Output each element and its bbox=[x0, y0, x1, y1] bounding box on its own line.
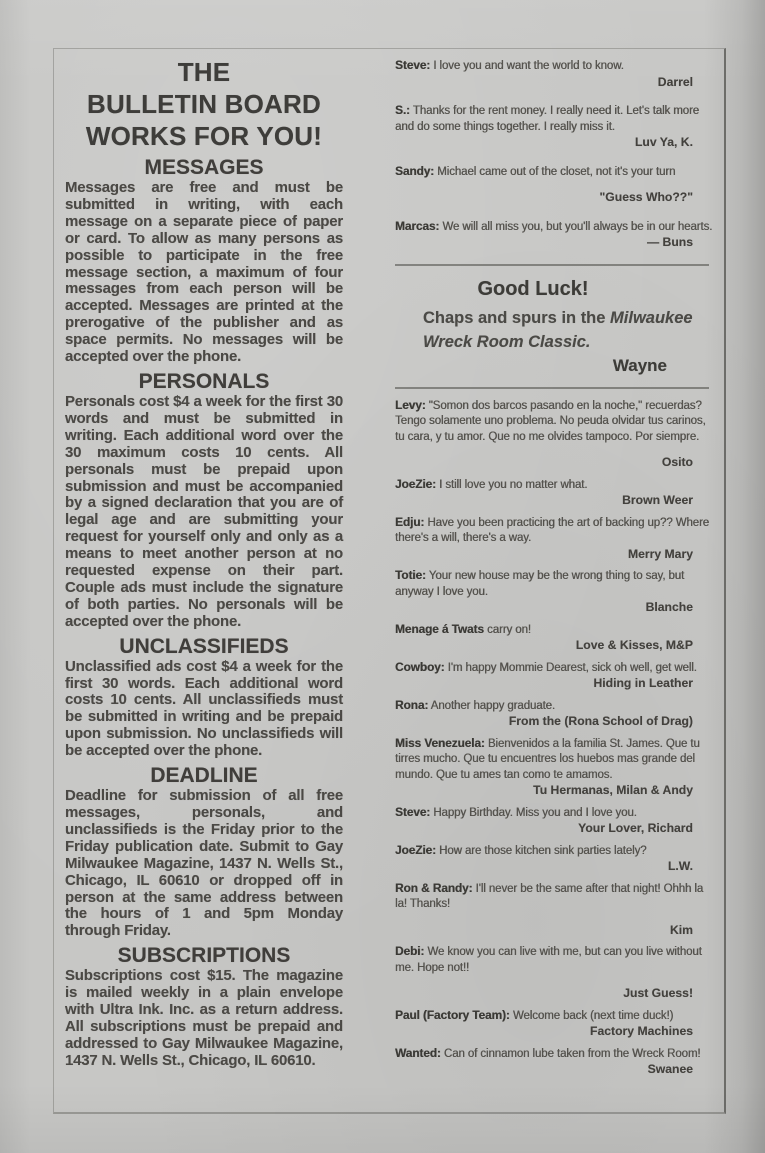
message-s-rent bbox=[395, 103, 713, 151]
section-heading-personals: PERSONALS bbox=[138, 369, 270, 393]
good-luck-event-name: Milwaukee Wreck Room Classic. bbox=[423, 308, 693, 351]
message-signature: Just Guess! bbox=[623, 986, 693, 1000]
message-signature: Luv Ya, K. bbox=[634, 135, 693, 149]
message-signature: Hiding in Leather bbox=[593, 676, 693, 690]
message-addressee: Levy: bbox=[395, 397, 426, 412]
message-addressee: Wanted: bbox=[395, 1045, 441, 1060]
message-text: Thanks for the rent money. I really need it. Let's talk more and do some things together. I really miss it. bbox=[395, 105, 699, 133]
message-addressee: Debi: bbox=[395, 944, 425, 958]
message-text: I'm happy Mommie Dearest, sick oh well, get well. bbox=[447, 661, 697, 674]
message-text: I'll never be the same after that night! Ohhh la la! Thanks! bbox=[395, 882, 704, 910]
message-text: I love you and want the world to know. bbox=[433, 60, 624, 72]
message-text: carry on! bbox=[487, 623, 531, 636]
divider-rule-bottom bbox=[395, 387, 709, 389]
message-cowboy-get-well bbox=[395, 660, 713, 692]
message-miss-venezuela bbox=[395, 736, 713, 799]
message-signature: Factory Machines bbox=[590, 1024, 693, 1038]
message-steve-birthday bbox=[395, 805, 713, 837]
message-addressee: Totie: bbox=[395, 568, 426, 582]
section-heading-subscriptions: SUBSCRIPTIONS bbox=[117, 944, 291, 968]
message-steve-darrel bbox=[395, 58, 713, 90]
message-text: Can of cinnamon lube taken from the Wreck Room! bbox=[443, 1047, 701, 1060]
message-signature: Kim bbox=[669, 922, 693, 937]
good-luck-signature: Wayne bbox=[612, 355, 667, 375]
page-title-line: WORKS FOR YOU! bbox=[85, 121, 323, 151]
message-signature: Merry Mary bbox=[627, 546, 693, 561]
section-body-messages: Messages are free and must be submitted in writing, with each message on a separate piece of paper or card. To allow as many persons as possible to participate in the free message section, a maximum of four messages from each person will be accepted. Messages are printed at the prerogative of the publisher and as space permits. No messages will be accepted over the phone. bbox=[65, 179, 343, 366]
message-text: Michael came out of the closet, not it's your turn bbox=[437, 165, 676, 178]
message-text: We will all miss you, but you'll always be in our hearts. bbox=[442, 220, 713, 233]
message-edju-backing-up bbox=[395, 515, 713, 563]
message-text: Your new house may be the wrong thing to say, but anyway I love you. bbox=[395, 570, 685, 598]
message-totie-new-house bbox=[395, 568, 713, 616]
message-joezie-kitchen-sink bbox=[395, 843, 713, 875]
message-signature: Blanche bbox=[645, 600, 693, 614]
message-ron-randy-night bbox=[395, 881, 713, 939]
message-text: Bienvenidos a la familia St. James. Que tu tirres mucho. Que tu encuentres los huebos mas grande del mundo. Que tu ames tan como te amamos. bbox=[395, 737, 700, 781]
page-title bbox=[65, 56, 343, 152]
message-rona-graduate bbox=[395, 698, 713, 730]
message-addressee: Sandy: bbox=[395, 163, 435, 178]
message-signature: Love & Kisses, M&P bbox=[575, 638, 693, 652]
message-levy-osito bbox=[395, 398, 713, 471]
message-addressee: Ron & Randy: bbox=[395, 880, 473, 895]
message-text: Have you been practicing the art of backing up?? Where there's a will, there's a way. bbox=[395, 516, 709, 544]
message-signature: Your Lover, Richard bbox=[578, 821, 693, 835]
message-paul-factory-team bbox=[395, 1008, 713, 1040]
message-addressee: Marcas: bbox=[395, 218, 440, 233]
message-signature: Swanee bbox=[647, 1062, 693, 1076]
message-addressee: Miss Venezuela: bbox=[395, 735, 485, 750]
message-addressee: Steve: bbox=[395, 804, 431, 819]
message-addressee: Paul (Factory Team): bbox=[395, 1007, 510, 1022]
message-addressee: Rona: bbox=[395, 697, 429, 712]
message-addressee: JoeZie: bbox=[395, 476, 436, 491]
messages-column bbox=[395, 58, 713, 1084]
good-luck-text: Chaps and spurs in the bbox=[423, 308, 611, 327]
message-menage-carry-on bbox=[395, 622, 713, 654]
message-text: We know you can live with me, but can you live without me. Hope not!! bbox=[395, 946, 702, 974]
message-addressee: Cowboy: bbox=[395, 659, 445, 674]
message-wanted-cinnamon-lube bbox=[395, 1046, 713, 1078]
message-signature: L.W. bbox=[667, 859, 693, 873]
bulletin-board-info-column bbox=[65, 56, 343, 1070]
section-heading-unclassifieds: UNCLASSIFIEDS bbox=[119, 634, 289, 658]
message-signature: Brown Weer bbox=[622, 493, 693, 507]
section-heading-deadline: DEADLINE bbox=[150, 764, 258, 788]
section-body-personals: Personals cost $4 a week for the first 30 words and must be submitted in writing. Each additional word over the 30 maximum costs 10 cents. All personals must be prepaid upon submission and must be accompanied by a signed declaration that you are of legal age and are submitting your request for yourself only and only as a means to meet another person at no requested expense on their part. Couple ads must include the signature of both parties. No personals will be accepted over the phone. bbox=[65, 392, 343, 630]
message-text: Welcome back (next time duck!) bbox=[512, 1009, 674, 1022]
message-joezie-love bbox=[395, 477, 713, 509]
message-addressee: S.: bbox=[395, 103, 410, 117]
good-luck-notice bbox=[395, 275, 713, 379]
section-body-unclassifieds: Unclassified ads cost $4 a week for the first 30 words. Each additional word costs 10 cents. All unclassifieds must be submitted in writing and be prepaid upon submission. No unclassifieds will be accepted over the phone. bbox=[65, 657, 343, 760]
message-addressee: Edju: bbox=[395, 514, 425, 529]
message-debi-live-with-me bbox=[395, 944, 713, 1002]
message-addressee: Menage á Twats bbox=[395, 621, 484, 636]
message-signature: From the (Rona School of Drag) bbox=[508, 714, 693, 728]
message-signature: Darrel bbox=[657, 74, 693, 89]
section-heading-messages: MESSAGES bbox=[144, 156, 264, 179]
section-body-deadline: Deadline for submission of all free messages, personals, and unclassifieds is the Friday prior to the Friday publication date. Submit to Gay Milwaukee Magazine, 1437 N. Wells St., Chicago, IL 60610 or dropped off in person at the same address between the hours of 1 and 5pm Monday through Friday. bbox=[65, 787, 343, 940]
message-addressee: Steve: bbox=[395, 58, 431, 72]
message-text: I still love you no matter what. bbox=[439, 478, 588, 491]
divider-rule-top bbox=[395, 264, 709, 266]
message-text: Happy Birthday. Miss you and I love you. bbox=[433, 806, 637, 819]
message-signature: Tu Hermanas, Milan & Andy bbox=[533, 783, 693, 797]
message-text: "Somon dos barcos pasando en la noche," recuerdas? Tengo solamente uno problema. No peuda olvidar tus carinos, tu cara, y tu amor. Que no me olvides tampoco. Por siempre. bbox=[395, 399, 706, 443]
content-frame bbox=[53, 48, 726, 1114]
page-title-line: THE bbox=[177, 57, 231, 87]
message-text: Another happy graduate. bbox=[430, 699, 555, 712]
message-signature: "Guess Who??" bbox=[599, 190, 693, 204]
message-signature: — Buns bbox=[646, 235, 693, 249]
message-marcas-miss-you bbox=[395, 219, 713, 251]
good-luck-heading: Good Luck! bbox=[477, 277, 589, 300]
messages-list-bottom bbox=[395, 398, 713, 1078]
message-text: How are those kitchen sink parties lately? bbox=[439, 844, 647, 857]
message-signature: Osito bbox=[661, 455, 693, 469]
section-body-subscriptions: Subscriptions cost $15. The magazine is mailed weekly in a plain envelope with Ultra Ink. Inc. as a return address. All subscriptions must be prepaid and addressed to Gay Milwaukee Magazine, 1437 N. Wells St., Chicago, IL 60610. bbox=[65, 967, 343, 1069]
page-title-line: BULLETIN BOARD bbox=[87, 89, 321, 119]
messages-list-top bbox=[395, 58, 713, 251]
message-sandy-closet bbox=[395, 164, 713, 206]
message-addressee: JoeZie: bbox=[395, 842, 436, 857]
